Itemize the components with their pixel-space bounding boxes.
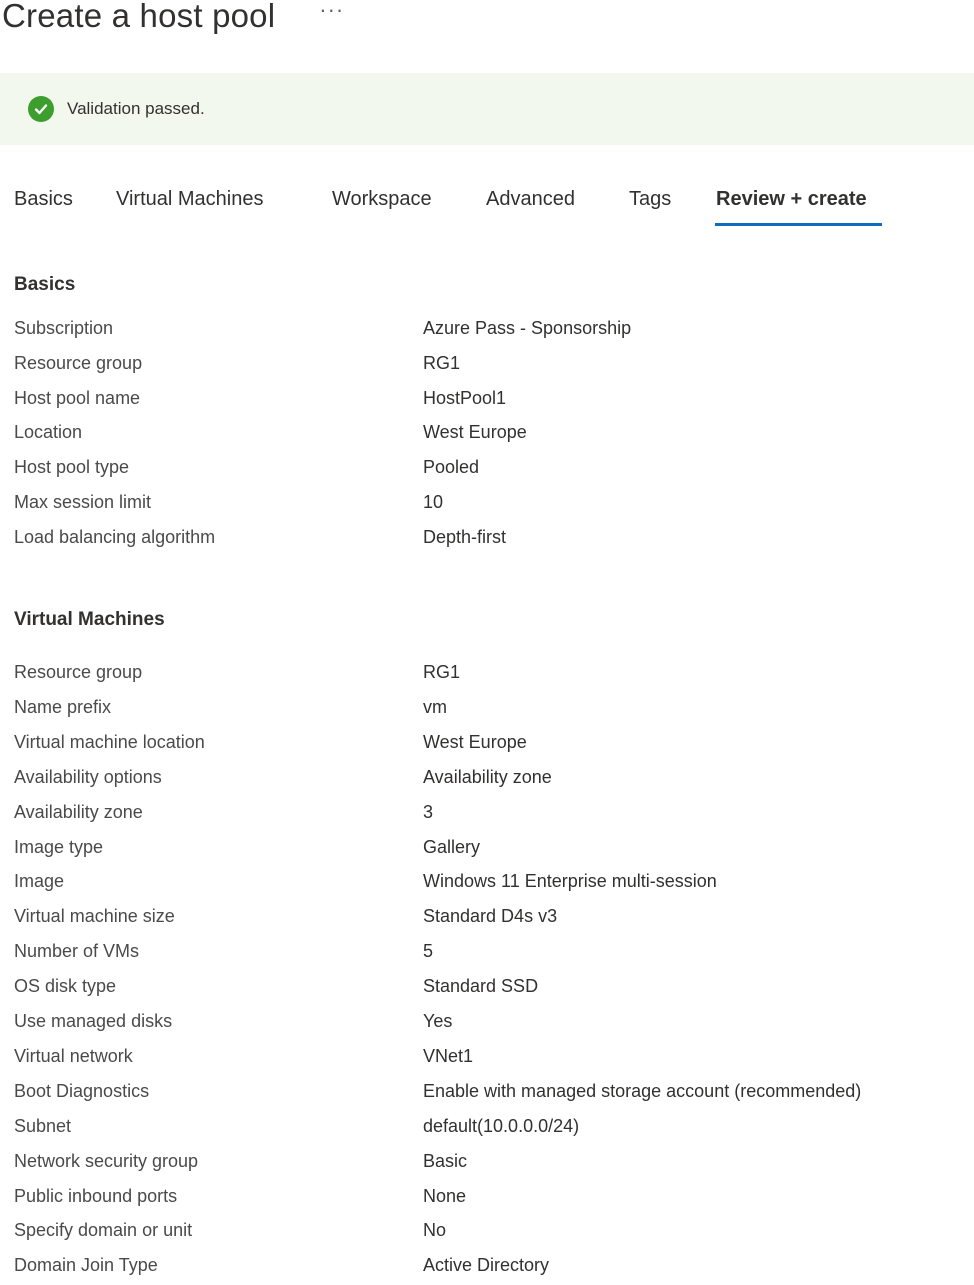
summary-row bbox=[0, 732, 974, 762]
row-label: Host pool type bbox=[14, 457, 130, 478]
row-value: Pooled bbox=[423, 457, 480, 478]
summary-row bbox=[0, 941, 974, 971]
section-title-basics: Basics bbox=[14, 274, 76, 295]
summary-row bbox=[0, 1081, 974, 1111]
active-tab-indicator bbox=[715, 223, 882, 226]
row-value: Enable with managed storage account (recommended) bbox=[423, 1080, 862, 1101]
row-value: Active Directory bbox=[423, 1255, 550, 1276]
row-value: None bbox=[423, 1185, 467, 1206]
summary-row bbox=[0, 662, 974, 692]
summary-row bbox=[0, 906, 974, 936]
row-value: Yes bbox=[423, 1011, 453, 1031]
summary-row bbox=[0, 318, 974, 348]
row-value: Standard D4s v3 bbox=[423, 906, 558, 927]
row-value: Azure Pass - Sponsorship bbox=[423, 318, 632, 338]
page-header bbox=[0, 0, 344, 38]
summary-row bbox=[0, 837, 974, 867]
summary-row bbox=[0, 422, 974, 452]
row-label: Host pool name bbox=[14, 387, 141, 408]
row-value: VNet1 bbox=[423, 1045, 474, 1066]
summary-row bbox=[0, 1151, 974, 1181]
tab-basics[interactable]: Basics bbox=[14, 188, 73, 210]
summary-row bbox=[0, 802, 974, 832]
summary-row bbox=[0, 1046, 974, 1076]
tab-virtual-machines[interactable]: Virtual Machines bbox=[116, 188, 264, 210]
row-label: Resource group bbox=[14, 352, 143, 373]
row-label: Resource group bbox=[14, 662, 143, 682]
row-label: Image bbox=[14, 871, 65, 892]
row-value: HostPool1 bbox=[423, 387, 507, 408]
row-label: Virtual machine location bbox=[14, 731, 205, 752]
row-label: Public inbound ports bbox=[14, 1185, 178, 1206]
tab-tags[interactable]: Tags bbox=[629, 188, 672, 210]
tab-advanced[interactable]: Advanced bbox=[486, 188, 575, 210]
row-label: Specify domain or unit bbox=[14, 1220, 193, 1241]
row-label: Availability zone bbox=[14, 801, 143, 822]
summary-row bbox=[0, 767, 974, 797]
row-value: 3 bbox=[423, 801, 434, 822]
summary-row bbox=[0, 492, 974, 522]
row-value: Gallery bbox=[423, 836, 481, 857]
row-label: Subnet bbox=[14, 1115, 72, 1136]
validation-banner bbox=[0, 73, 974, 145]
row-label: Boot Diagnostics bbox=[14, 1080, 150, 1101]
page-title: Create a host pool bbox=[2, 0, 276, 34]
row-value: RG1 bbox=[423, 352, 461, 373]
section-title-virtual-machines: Virtual Machines bbox=[14, 609, 165, 630]
row-value: default(10.0.0.0/24) bbox=[423, 1115, 580, 1136]
row-label: Use managed disks bbox=[14, 1011, 173, 1031]
row-label: Subscription bbox=[14, 318, 114, 338]
row-value: West Europe bbox=[423, 422, 527, 443]
summary-row bbox=[0, 353, 974, 383]
row-value: Windows 11 Enterprise multi-session bbox=[423, 871, 717, 892]
row-label: Number of VMs bbox=[14, 941, 140, 962]
row-value: Availability zone bbox=[423, 766, 552, 787]
row-label: Max session limit bbox=[14, 492, 152, 512]
summary-row bbox=[0, 1220, 974, 1250]
row-label: Network security group bbox=[14, 1150, 199, 1171]
summary-row bbox=[0, 1255, 974, 1285]
row-label: Virtual network bbox=[14, 1045, 133, 1066]
row-value: West Europe bbox=[423, 731, 527, 752]
row-label: Name prefix bbox=[14, 696, 112, 717]
summary-row bbox=[0, 697, 974, 727]
check-circle-icon bbox=[28, 96, 54, 122]
summary-row bbox=[0, 388, 974, 418]
summary-row bbox=[0, 1116, 974, 1146]
row-value: No bbox=[423, 1220, 447, 1241]
row-label: Location bbox=[14, 422, 83, 443]
tab-review-create[interactable]: Review + create bbox=[716, 188, 867, 210]
tab-workspace[interactable]: Workspace bbox=[332, 188, 432, 210]
summary-row bbox=[0, 871, 974, 901]
summary-row bbox=[0, 1011, 974, 1041]
row-value: Basic bbox=[423, 1150, 468, 1171]
row-label: Load balancing algorithm bbox=[14, 526, 216, 547]
summary-row bbox=[0, 457, 974, 487]
row-value: Depth-first bbox=[423, 526, 507, 547]
row-label: Virtual machine size bbox=[14, 906, 175, 927]
row-label: OS disk type bbox=[14, 976, 117, 997]
row-value: 10 bbox=[423, 492, 444, 512]
row-value: Standard SSD bbox=[423, 976, 539, 997]
row-label: Domain Join Type bbox=[14, 1255, 158, 1276]
summary-row bbox=[0, 976, 974, 1006]
summary-row bbox=[0, 1186, 974, 1216]
validation-message: Validation passed. bbox=[67, 99, 205, 118]
row-value: vm bbox=[423, 696, 447, 717]
row-label: Image type bbox=[14, 836, 104, 857]
more-options-icon[interactable]: ··· bbox=[319, 0, 345, 22]
row-value: 5 bbox=[423, 941, 434, 962]
summary-row bbox=[0, 527, 974, 557]
row-value: RG1 bbox=[423, 662, 461, 682]
row-label: Availability options bbox=[14, 766, 162, 787]
